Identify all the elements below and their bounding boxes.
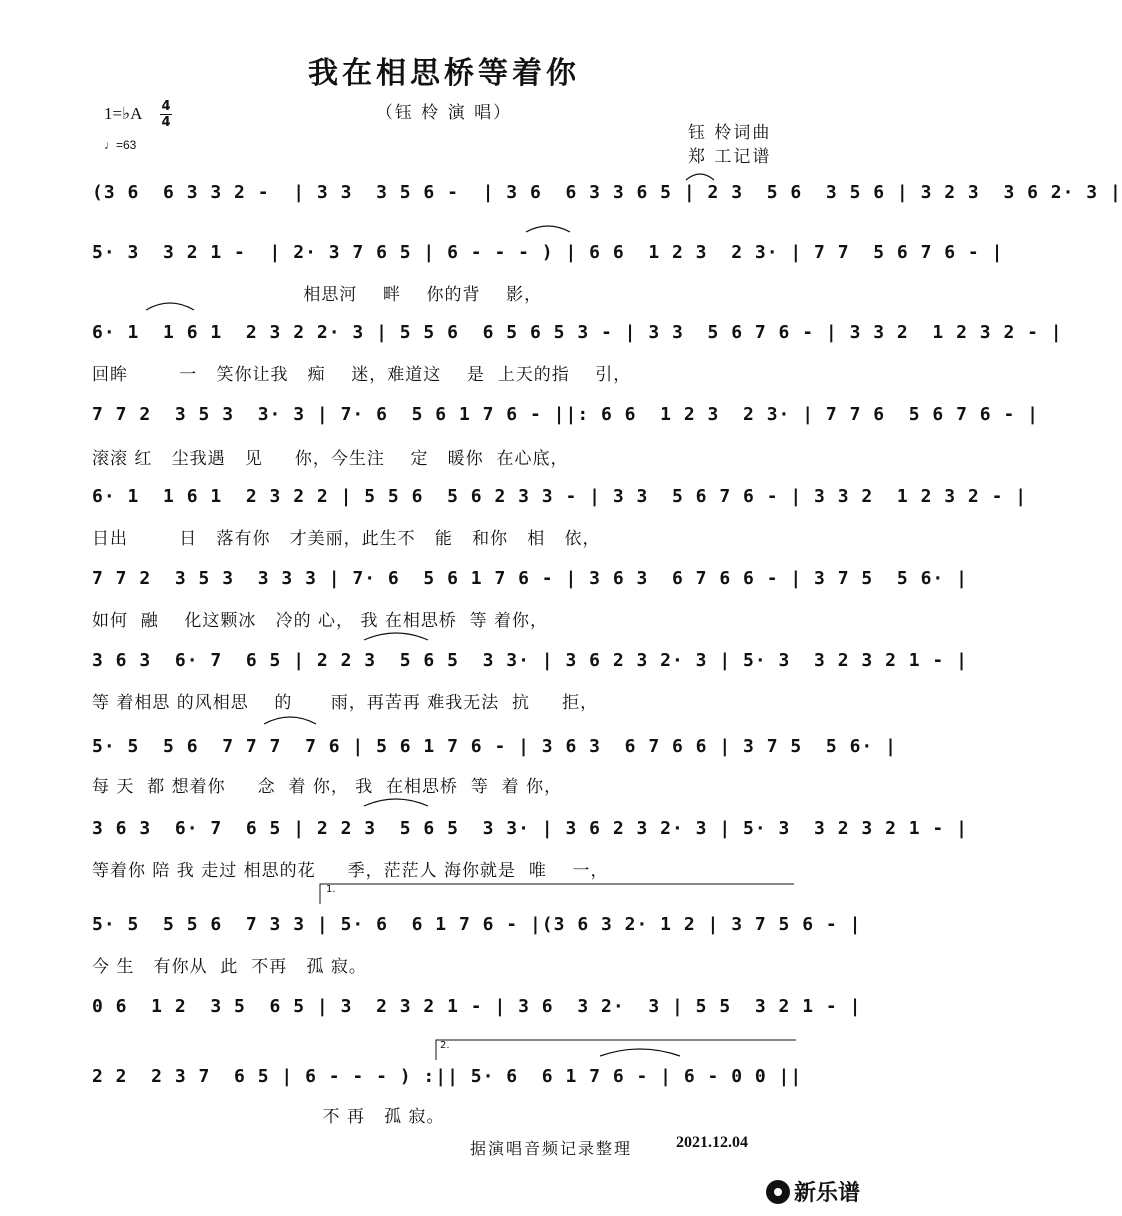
slur-mark	[146, 303, 194, 310]
score-row-6-lyrics: 如何 融 化这颗冰 冷的 心， 我 在相思桥 等 着你，	[92, 611, 549, 631]
score-row-5-notes: 6· 1 1 6 1 2 3 2 2 | 5 5 6 5 6 2 3 3 - | 3 3 5 6 7 6 - | 3 3 2 1 2 3 2 - |	[92, 486, 1028, 507]
transcription-note: 据演唱音频记录整理	[470, 1139, 633, 1158]
volta-2-label: 2.	[440, 1040, 450, 1051]
slur-mark	[264, 717, 316, 724]
slur-mark	[686, 174, 714, 180]
score-row-10-lyrics: 今 生 有你从 此 不再 孤 寂。	[92, 957, 367, 977]
score-row-7-notes: 3 6 3 6· 7 6 5 | 2 2 3 5 6 5 3 3· | 3 6 2 3 2· 3 | 5· 3 3 2 3 2 1 - |	[92, 650, 968, 671]
site-logo	[766, 1176, 860, 1207]
score-row-3-notes: 6· 1 1 6 1 2 3 2 2· 3 | 5 5 6 6 5 6 5 3 - | 3 3 5 6 7 6 - | 3 3 2 1 2 3 2 - |	[92, 322, 1063, 343]
slur-mark	[600, 1049, 680, 1056]
slur-mark	[364, 633, 428, 640]
meter-top: 4	[161, 99, 171, 114]
slur-mark	[526, 226, 570, 232]
volta-1-label: 1.	[326, 884, 336, 895]
volta-2-bracket	[436, 1040, 796, 1060]
score-row-4-lyrics: 滚滚 红 尘我遇 见 你，今生注 定 暖你 在心底，	[92, 449, 569, 469]
tempo-marking: ♩=63	[104, 138, 137, 152]
slur-mark	[364, 799, 428, 806]
score-row-1-notes: (3 6 6 3 3 2 - | 3 3 3 5 6 - | 3 6 6 3 3 6 5 | 2 3 5 6 3 5 6 | 3 2 3 3 6 2· 3 |	[92, 182, 1122, 203]
score-row-2-notes: 5· 3 3 2 1 - | 2· 3 7 6 5 | 6 - - - ) | 6 6 1 2 3 2 3· | 7 7 5 6 7 6 - |	[92, 242, 1004, 263]
transcription-date: 2021.12.04	[676, 1134, 748, 1151]
song-subtitle: （钰 柃 演 唱）	[375, 103, 513, 123]
score-row-12-lyrics: 不 再 孤 寂。	[92, 1107, 445, 1127]
score-row-12-notes: 2 2 2 3 7 6 5 | 6 - - - ) :|| 5· 6 6 1 7 6 - | 6 - 0 0 ||	[92, 1066, 803, 1087]
credit-transcriber: 郑 工记谱	[688, 147, 772, 167]
score-row-8-lyrics: 每 天 都 想着你 念 着 你， 我 在相思桥 等 着 你，	[92, 777, 563, 797]
score-row-2-lyrics: 相思河 畔 你的背 影，	[92, 285, 543, 305]
score-row-4-notes: 7 7 2 3 5 3 3· 3 | 7· 6 5 6 1 7 6 - ||: 6 6 1 2 3 2 3· | 7 7 6 5 6 7 6 - |	[92, 404, 1039, 425]
score-row-7-lyrics: 等 着相思 的风相思 的 雨，再苦再 难我无法 抗 拒，	[92, 693, 599, 713]
score-row-9-lyrics: 等着你 陪 我 走过 相思的花 季，茫茫人 海你就是 唯 一，	[92, 861, 609, 881]
score-row-11-notes: 0 6 1 2 3 5 6 5 | 3 2 3 2 1 - | 3 6 3 2· 3 | 5 5 3 2 1 - |	[92, 996, 862, 1017]
credit-lyrics-music: 钰 柃词曲	[688, 123, 772, 143]
score-row-5-lyrics: 日出 日 落有你 才美丽，此生不 能 和你 相 依，	[92, 529, 601, 549]
key-signature: 1=♭A	[104, 104, 143, 123]
meter-bottom: 4	[161, 115, 171, 130]
song-title: 我在相思桥等着你	[308, 56, 580, 91]
score-row-9-notes: 3 6 3 6· 7 6 5 | 2 2 3 5 6 5 3 3· | 3 6 2 3 2· 3 | 5· 3 3 2 3 2 1 - |	[92, 818, 968, 839]
score-row-3-lyrics: 回眸 一 笑你让我 痴 迷，难道这 是 上天的指 引，	[92, 365, 632, 385]
score-row-10-notes: 5· 5 5 5 6 7 3 3 | 5· 6 6 1 7 6 - |(3 6 3 2· 1 2 | 3 7 5 6 - |	[92, 914, 862, 935]
logo-disc-icon	[766, 1180, 790, 1204]
score-row-6-notes: 7 7 2 3 5 3 3 3 3 | 7· 6 5 6 1 7 6 - | 3 6 3 6 7 6 6 - | 3 7 5 5 6· |	[92, 568, 968, 589]
volta-1-bracket	[320, 884, 794, 904]
score-row-8-notes: 5· 5 5 6 7 7 7 7 6 | 5 6 1 7 6 - | 3 6 3 6 7 6 6 | 3 7 5 5 6· |	[92, 736, 897, 757]
logo-text: 新乐谱	[794, 1181, 861, 1206]
